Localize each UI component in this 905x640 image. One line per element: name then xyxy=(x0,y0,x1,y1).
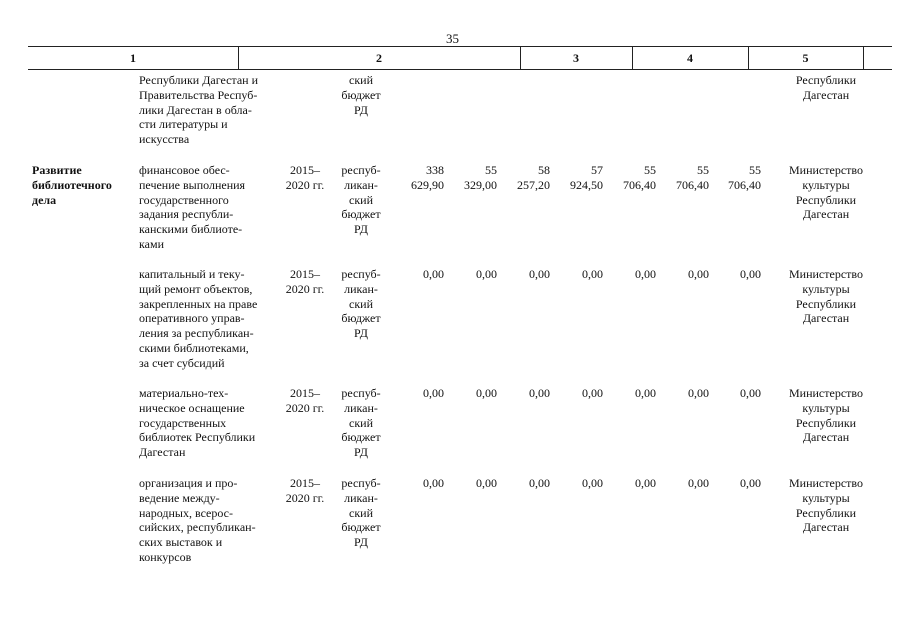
row-description-line: щий ремонт объектов, xyxy=(139,281,253,296)
row-source-line: ский xyxy=(349,415,373,430)
row-description-line: государственных xyxy=(139,415,227,430)
row-value xyxy=(657,386,709,401)
row-description xyxy=(139,163,245,252)
continuation-description-line: лики Дагестан в обла- xyxy=(139,102,252,117)
row-executor-line: Республики xyxy=(795,296,857,311)
row-source xyxy=(333,267,389,341)
column-header-3: 3 xyxy=(573,51,579,65)
row-value-line: 57 xyxy=(591,163,603,177)
row-period-line: 2020 гг. xyxy=(285,281,325,296)
row-description-line: закрепленных на праве xyxy=(139,296,258,311)
row-value-line: 0,00 xyxy=(688,267,709,281)
section-title-line: Развитие xyxy=(32,163,82,177)
continuation-description-line: сти литературы и xyxy=(139,117,228,132)
row-executor-line: Дагестан xyxy=(802,207,850,222)
row-executor xyxy=(778,267,874,326)
row-executor-line: культуры xyxy=(802,281,850,296)
continuation-source xyxy=(333,73,389,117)
continuation-source-line: РД xyxy=(354,102,368,117)
row-source-line: ский xyxy=(349,505,373,520)
row-value xyxy=(498,267,550,282)
row-value-line: 0,00 xyxy=(635,476,656,490)
row-description-line: за счет субсидий xyxy=(139,355,225,370)
row-value xyxy=(709,476,761,491)
row-period-line: 2015– xyxy=(290,267,320,281)
row-value xyxy=(709,163,761,193)
row-source-line: ский xyxy=(349,192,373,207)
row-executor-line: Министерство xyxy=(789,476,863,490)
row-source-line: ский xyxy=(349,296,373,311)
row-period xyxy=(277,267,333,297)
row-executor-line: культуры xyxy=(802,400,850,415)
continuation-description-line: Правительства Респуб- xyxy=(139,87,258,102)
row-executor xyxy=(778,163,874,222)
row-description-line: печение выполнения xyxy=(139,177,246,192)
row-value xyxy=(604,386,656,401)
row-source-line: РД xyxy=(354,535,368,550)
row-executor-line: Республики xyxy=(795,415,857,430)
row-value xyxy=(551,267,603,282)
row-period-line: 2015– xyxy=(290,386,320,400)
row-value-line: 0,00 xyxy=(582,476,603,490)
row-description-line: оперативного управ- xyxy=(139,311,245,326)
row-source-line: бюджет xyxy=(341,207,381,222)
row-value xyxy=(445,476,497,491)
row-value xyxy=(551,163,603,193)
row-description-line: Дагестан xyxy=(139,445,186,460)
row-period xyxy=(277,386,333,416)
row-value-line: 0,00 xyxy=(635,267,656,281)
row-value-line: 629,90 xyxy=(411,177,444,192)
row-value-line: 257,20 xyxy=(517,177,550,192)
row-value-line: 0,00 xyxy=(476,386,497,400)
row-description-line: народных, всерос- xyxy=(139,505,234,520)
continuation-source-line: ский xyxy=(349,73,373,87)
row-description-line: ских выставок и xyxy=(139,535,223,550)
row-value-line: 0,00 xyxy=(529,267,550,281)
row-value-line: 55 xyxy=(697,163,709,177)
row-executor-line: Дагестан xyxy=(802,520,850,535)
row-executor-line: Дагестан xyxy=(802,430,850,445)
row-value xyxy=(498,386,550,401)
header-divider xyxy=(863,47,864,69)
row-executor-line: Министерство xyxy=(789,267,863,281)
row-period xyxy=(277,476,333,506)
row-value-line: 0,00 xyxy=(582,267,603,281)
row-description-line: ведение между- xyxy=(139,490,220,505)
section-title xyxy=(32,163,112,207)
row-description-line: библиотек Республики xyxy=(139,430,256,445)
row-executor xyxy=(778,476,874,535)
row-value xyxy=(709,386,761,401)
page-number: 35 xyxy=(446,31,459,46)
row-value-line: 58 xyxy=(538,163,550,177)
row-value-line: 55 xyxy=(749,163,761,177)
row-value-line: 706,40 xyxy=(623,177,656,192)
row-source-line: РД xyxy=(354,222,368,237)
row-description-line: ническое оснащение xyxy=(139,400,245,415)
row-value xyxy=(392,386,444,401)
row-period xyxy=(277,163,333,193)
row-period-line: 2015– xyxy=(290,163,320,177)
row-description-line: капитальный и теку- xyxy=(139,267,245,281)
column-header-4: 4 xyxy=(687,51,693,65)
row-value xyxy=(604,476,656,491)
row-source xyxy=(333,386,389,460)
row-executor-line: Министерство xyxy=(789,163,863,177)
row-description-line: сийских, республикан- xyxy=(139,520,256,535)
row-description-line: ками xyxy=(139,236,164,251)
row-source-line: бюджет xyxy=(341,520,381,535)
row-value-line: 0,00 xyxy=(423,476,444,490)
row-source-line: ликан- xyxy=(344,177,378,192)
column-header-2: 2 xyxy=(376,51,382,65)
row-source-line: бюджет xyxy=(341,311,381,326)
row-value-line: 0,00 xyxy=(740,267,761,281)
continuation-executor xyxy=(778,73,874,103)
row-executor xyxy=(778,386,874,445)
row-period-line: 2020 гг. xyxy=(285,400,325,415)
row-value-line: 0,00 xyxy=(740,386,761,400)
table-header xyxy=(28,46,892,70)
section-title-line: дела xyxy=(32,192,57,207)
row-source-line: респуб- xyxy=(341,163,381,177)
row-executor-line: Министерство xyxy=(789,386,863,400)
row-value-line: 706,40 xyxy=(676,177,709,192)
row-value xyxy=(551,476,603,491)
row-value xyxy=(657,476,709,491)
row-description-line: финансовое обес- xyxy=(139,163,230,177)
section-title-line: библиотечного xyxy=(32,177,112,192)
row-value-line: 0,00 xyxy=(476,267,497,281)
row-value-line: 0,00 xyxy=(529,476,550,490)
continuation-description-line: Республики Дагестан и xyxy=(139,73,258,87)
row-value-line: 0,00 xyxy=(476,476,497,490)
continuation-description-line: искусства xyxy=(139,132,190,147)
row-description-line: материально-тех- xyxy=(139,386,229,400)
row-source xyxy=(333,476,389,550)
row-description-line: государственного xyxy=(139,192,229,207)
row-value-line: 338 xyxy=(426,163,444,177)
row-description xyxy=(139,267,257,371)
row-value-line: 0,00 xyxy=(635,386,656,400)
row-source-line: респуб- xyxy=(341,386,381,400)
row-value-line: 0,00 xyxy=(688,476,709,490)
row-source-line: респуб- xyxy=(341,267,381,281)
row-description xyxy=(139,386,255,460)
row-value-line: 924,50 xyxy=(570,177,603,192)
row-description xyxy=(139,476,256,565)
row-value-line: 55 xyxy=(485,163,497,177)
row-value xyxy=(604,267,656,282)
row-period-line: 2020 гг. xyxy=(285,490,325,505)
row-period-line: 2020 гг. xyxy=(285,177,325,192)
row-value xyxy=(498,163,550,193)
row-value xyxy=(392,476,444,491)
continuation-description xyxy=(139,73,258,147)
row-executor-line: Республики xyxy=(795,505,857,520)
row-source-line: бюджет xyxy=(341,430,381,445)
row-source-line: ликан- xyxy=(344,490,378,505)
column-header-5: 5 xyxy=(802,51,809,65)
continuation-executor-line: Дагестан xyxy=(802,87,850,102)
row-source-line: респуб- xyxy=(341,476,381,490)
row-description-line: организация и про- xyxy=(139,476,238,490)
row-value xyxy=(445,267,497,282)
row-executor-line: культуры xyxy=(802,490,850,505)
row-value-line: 0,00 xyxy=(423,267,444,281)
row-value-line: 329,00 xyxy=(464,177,497,192)
column-header-1: 1 xyxy=(130,51,136,65)
row-source-line: ликан- xyxy=(344,400,378,415)
row-description-line: ления за республикан- xyxy=(139,326,254,341)
row-value-line: 55 xyxy=(644,163,656,177)
row-description-line: задания республи- xyxy=(139,207,234,222)
row-value xyxy=(551,386,603,401)
row-description-line: скими библиотеками, xyxy=(139,340,249,355)
row-value xyxy=(498,476,550,491)
row-executor-line: культуры xyxy=(802,177,850,192)
row-value xyxy=(445,163,497,193)
row-value xyxy=(392,267,444,282)
row-description-line: канскими библиоте- xyxy=(139,222,243,237)
row-value xyxy=(657,267,709,282)
row-value-line: 0,00 xyxy=(740,476,761,490)
row-value-line: 0,00 xyxy=(582,386,603,400)
row-description-line: конкурсов xyxy=(139,549,192,564)
continuation-executor-line: Республики xyxy=(795,73,857,87)
row-source xyxy=(333,163,389,237)
row-value xyxy=(657,163,709,193)
row-value-line: 0,00 xyxy=(529,386,550,400)
row-value xyxy=(604,163,656,193)
row-value xyxy=(392,163,444,193)
continuation-source-line: бюджет xyxy=(341,87,381,102)
row-source-line: РД xyxy=(354,445,368,460)
row-source-line: ликан- xyxy=(344,281,378,296)
row-value xyxy=(445,386,497,401)
row-value-line: 0,00 xyxy=(423,386,444,400)
row-value-line: 706,40 xyxy=(728,177,761,192)
row-executor-line: Республики xyxy=(795,192,857,207)
row-value-line: 0,00 xyxy=(688,386,709,400)
row-value xyxy=(709,267,761,282)
row-source-line: РД xyxy=(354,326,368,341)
row-period-line: 2015– xyxy=(290,476,320,490)
row-executor-line: Дагестан xyxy=(802,311,850,326)
